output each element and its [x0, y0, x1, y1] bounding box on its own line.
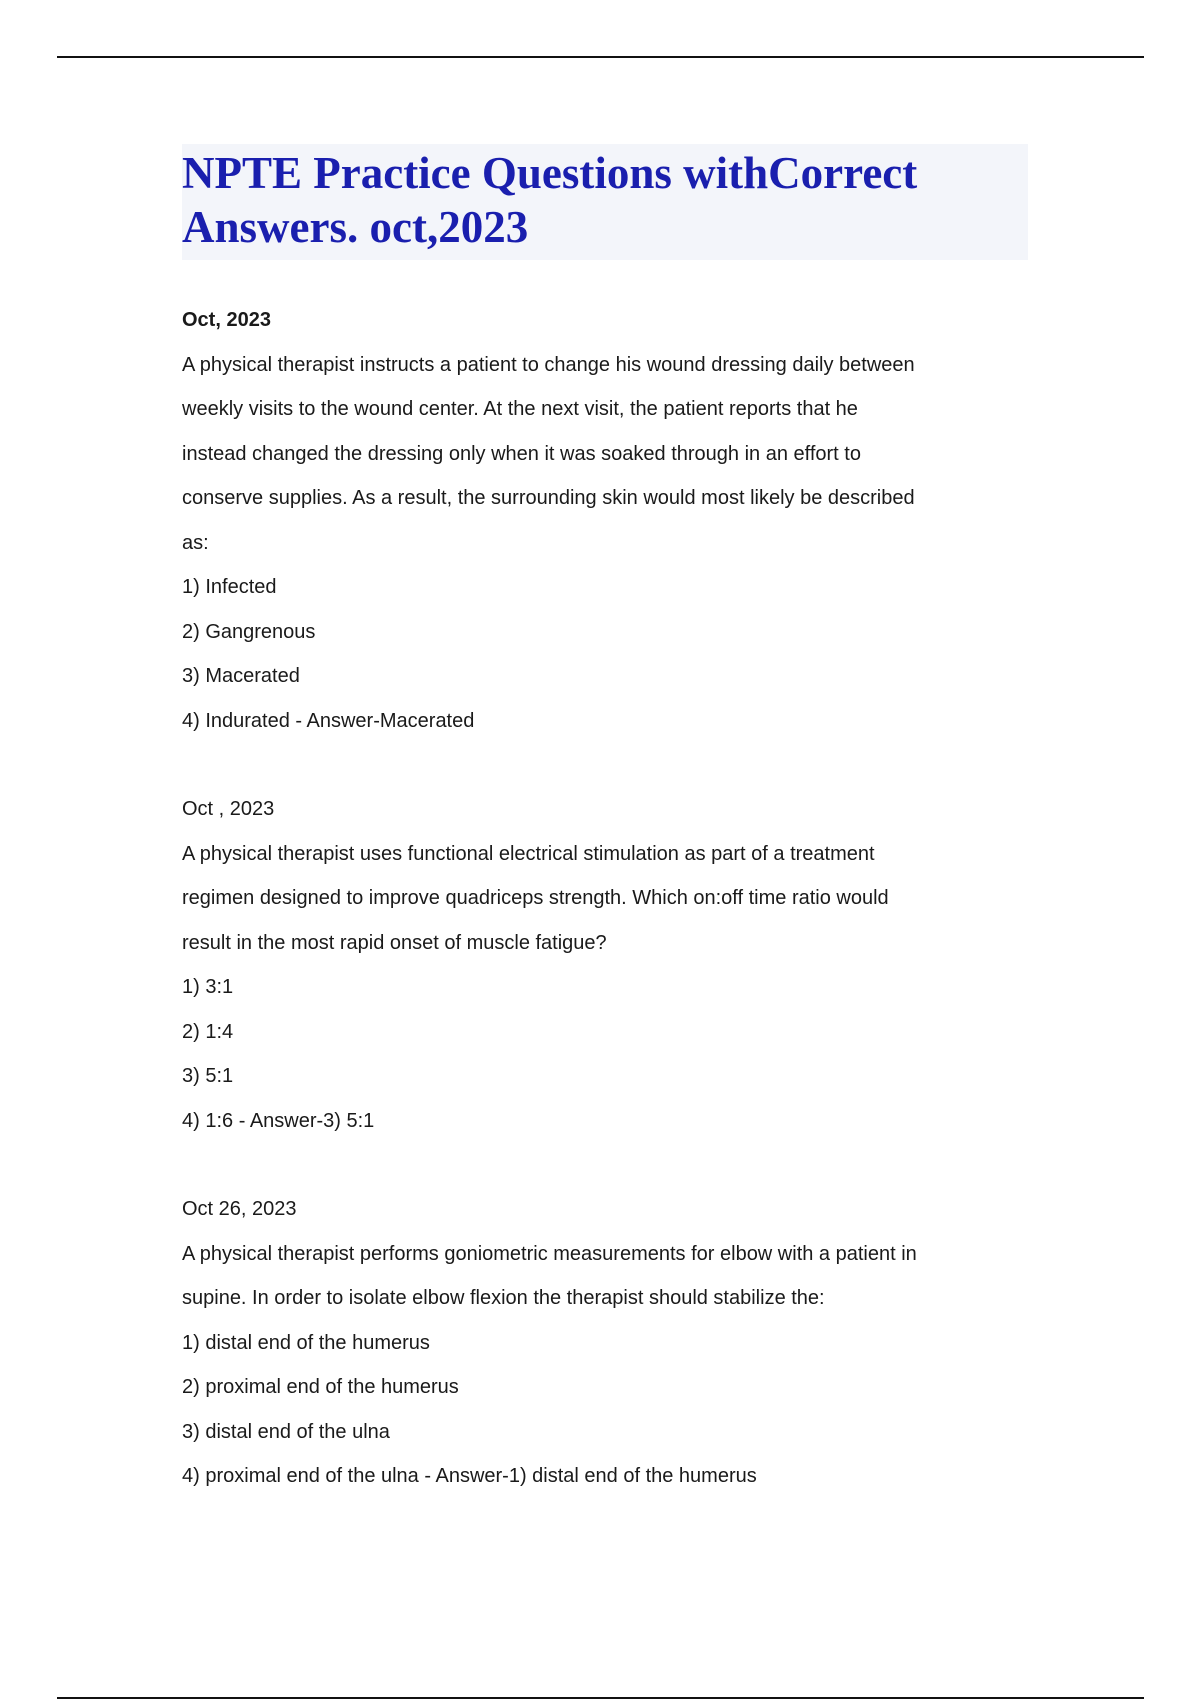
question-stem-line: regimen designed to improve quadriceps strength. Which on:off time ratio would [182, 887, 889, 909]
question-stem-line: weekly visits to the wound center. At the next visit, the patient reports that he [182, 398, 858, 420]
question-block-2 [182, 787, 1022, 1143]
answer-option: 3) 5:1 [182, 1065, 234, 1087]
title-box [182, 144, 1028, 260]
question-block-1 [182, 298, 1022, 743]
spacer [182, 743, 1022, 787]
answer-option: 2) proximal end of the humerus [182, 1376, 459, 1398]
question-stem-line: A physical therapist performs goniometric measurements for elbow with a patient in [182, 1242, 917, 1265]
question-stem-line: supine. In order to isolate elbow flexion the therapist should stabilize the: [182, 1287, 825, 1309]
answer-option: 3) distal end of the ulna [182, 1420, 390, 1443]
question-stem-line: A physical therapist uses functional electrical stimulation as part of a treatment [182, 842, 875, 865]
answer-option-with-answer: 4) proximal end of the ulna - Answer-1) distal end of the humerus [182, 1465, 757, 1487]
answer-option-with-answer: 4) 1:6 - Answer-3) 5:1 [182, 1109, 375, 1132]
question-stem-line: A physical therapist instructs a patient to change his wound dressing daily between [182, 353, 915, 376]
answer-option: 1) distal end of the humerus [182, 1331, 430, 1354]
page-top-rule [57, 56, 1144, 58]
answer-option: 2) Gangrenous [182, 620, 316, 643]
question-stem-line: instead changed the dressing only when it was soaked through in an effort to [182, 442, 861, 465]
question-date: Oct 26, 2023 [182, 1198, 297, 1220]
page-bottom-rule [57, 1697, 1144, 1699]
question-stem-line: as: [182, 531, 209, 554]
answer-option: 3) Macerated [182, 665, 300, 687]
answer-option: 2) 1:4 [182, 1020, 234, 1043]
answer-option: 1) 3:1 [182, 976, 234, 998]
question-date: Oct , 2023 [182, 798, 275, 820]
answer-option-with-answer: 4) Indurated - Answer-Macerated [182, 709, 475, 732]
spacer [182, 1143, 1022, 1187]
document-body [182, 144, 1022, 1499]
question-stem-line: conserve supplies. As a result, the surrounding skin would most likely be described [182, 487, 915, 509]
document-title: NPTE Practice Questions withCorrect Answers. oct,2023 [182, 148, 918, 252]
question-block-3 [182, 1187, 1022, 1499]
question-date: Oct, 2023 [182, 309, 271, 331]
question-stem-line: result in the most rapid onset of muscle fatigue? [182, 931, 607, 954]
answer-option: 1) Infected [182, 576, 277, 598]
